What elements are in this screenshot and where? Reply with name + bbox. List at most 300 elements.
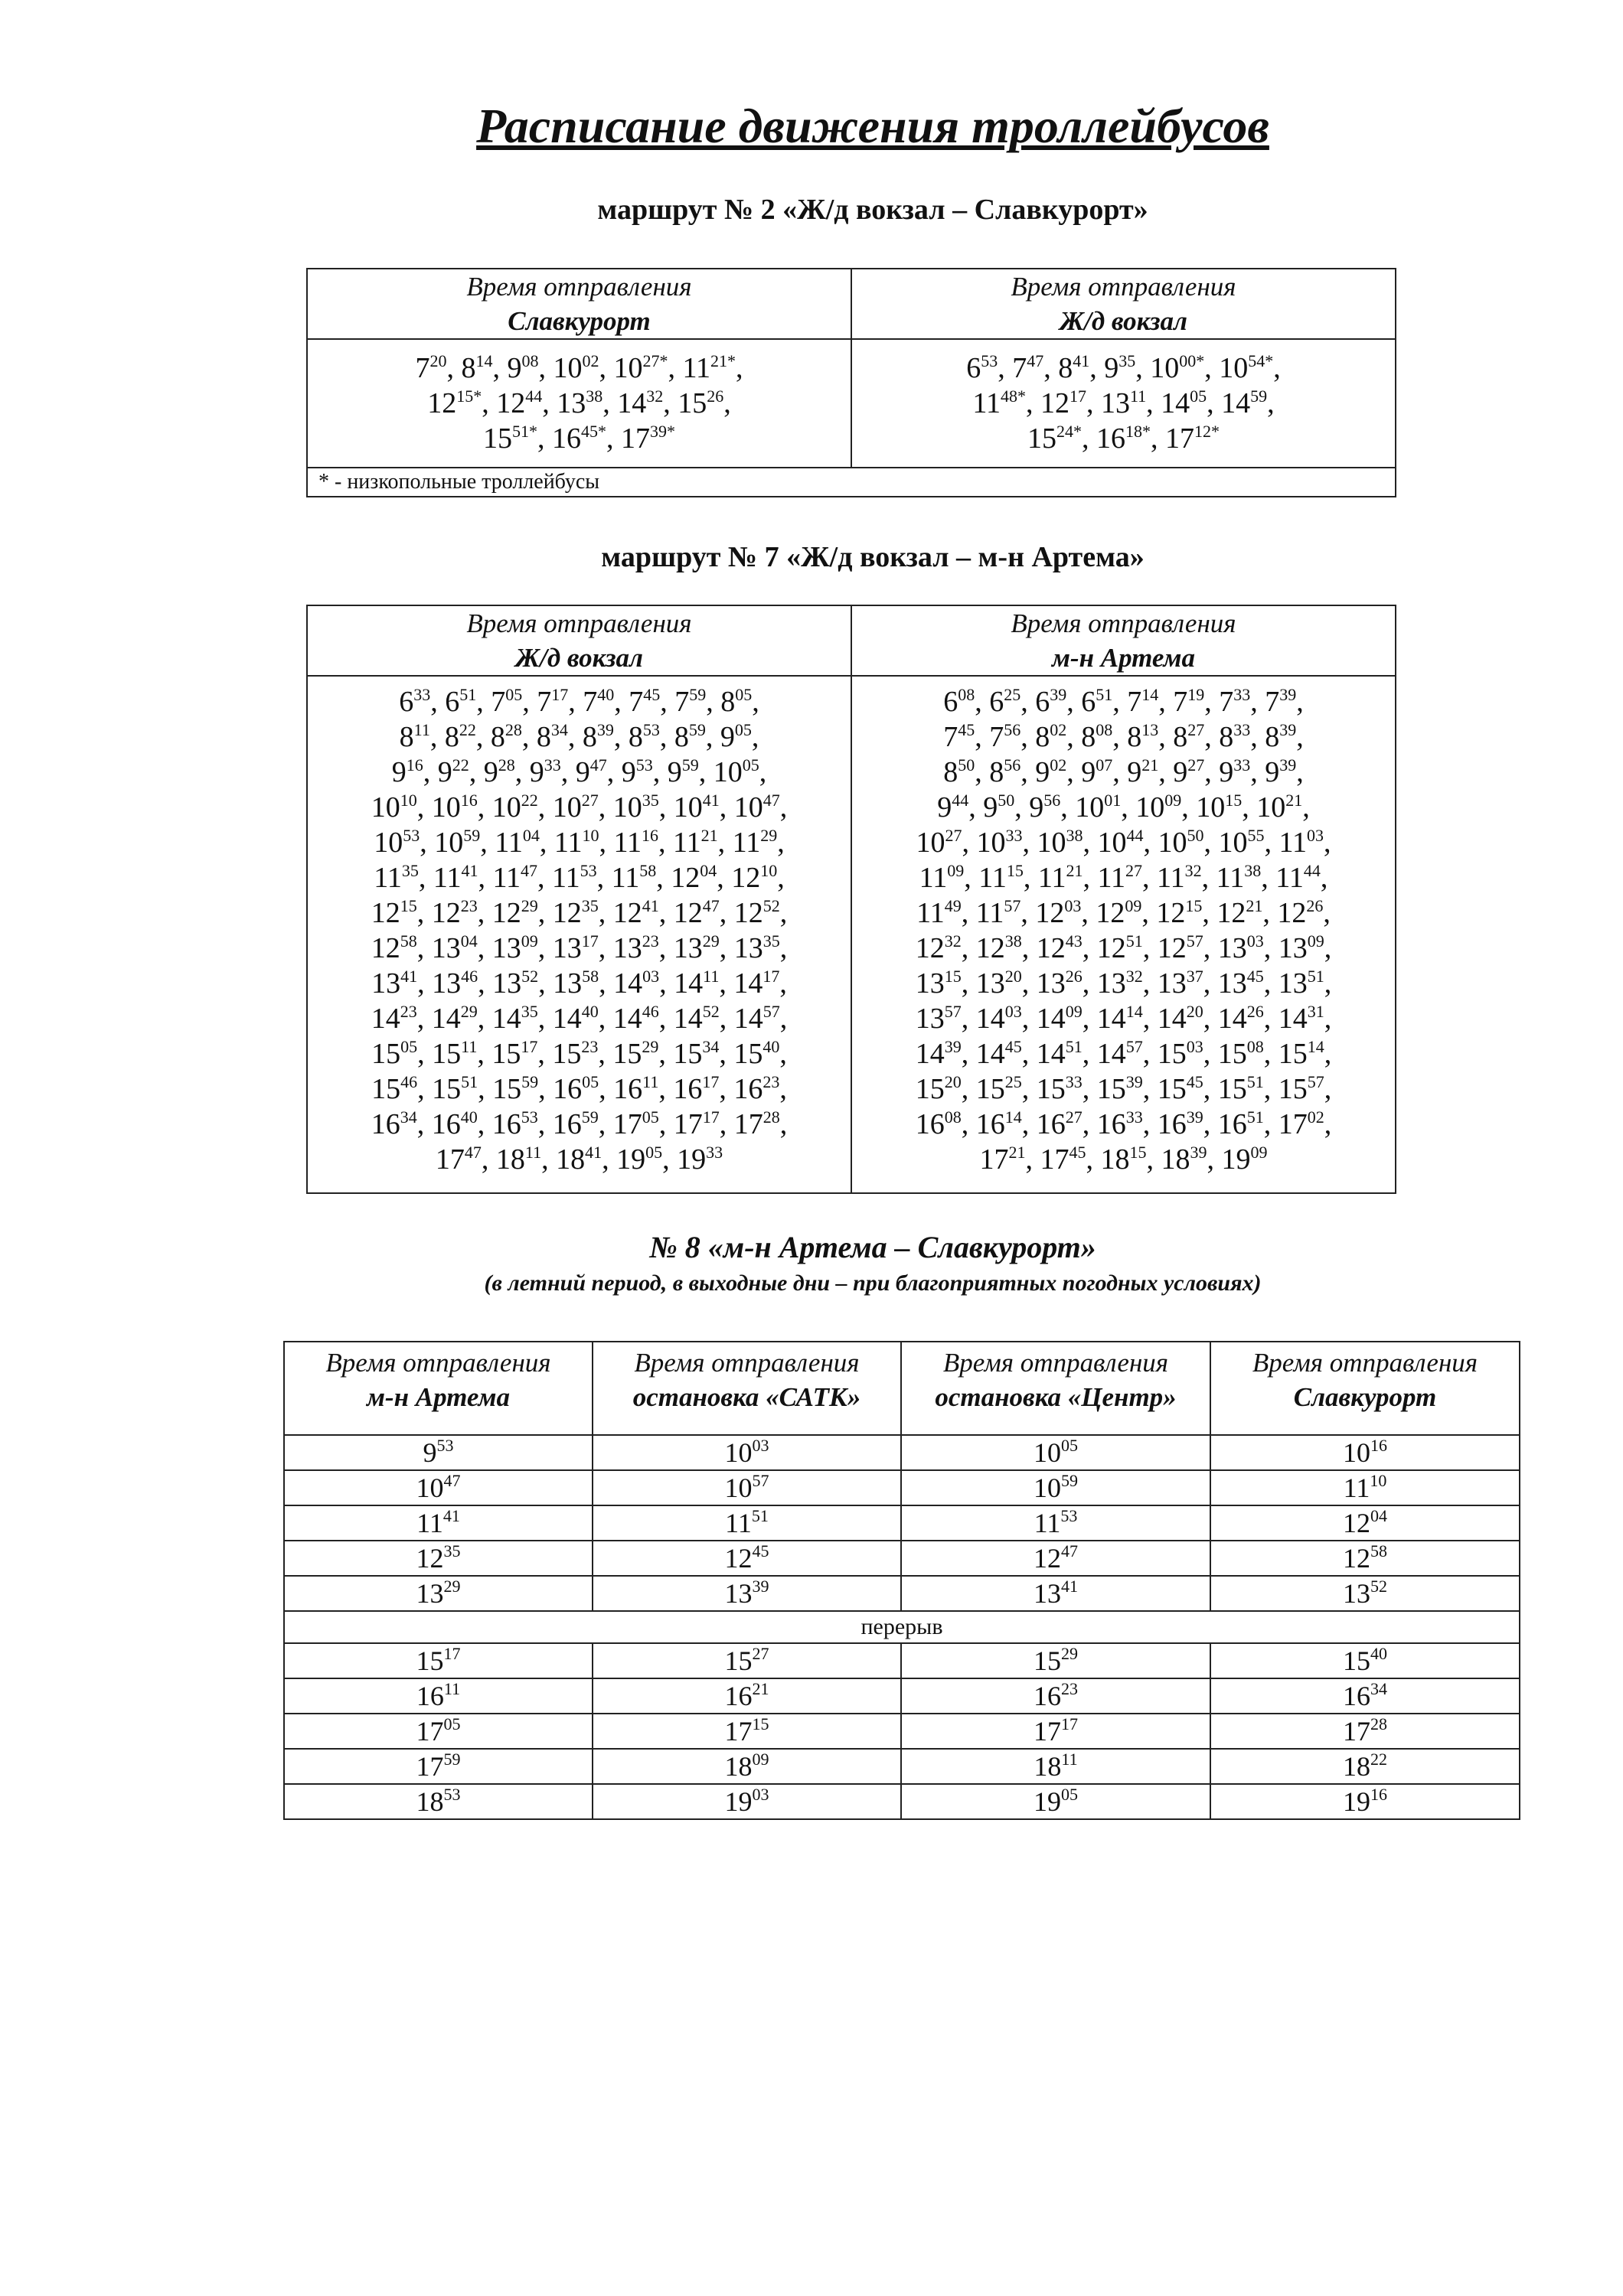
departure-time: $14^{31}$ — [1278, 1002, 1324, 1035]
departure-time: $15^{51}$ — [432, 1072, 478, 1105]
time-cell — [901, 1470, 1210, 1505]
departure-time: $11^{10}$ — [554, 826, 599, 859]
departure-time: $7^{56}$ — [989, 720, 1021, 753]
departure-time: $13^{46}$ — [432, 967, 478, 1000]
route2-times-vokzal: $6^{53}$, $7^{47}$, $8^{41}$, $9^{35}$, $10^{00*}$, $10^{54*}$, $11^{48*}$, $12^{17}$, $13^{11}$, $14^{05}$, $14^{59}$, $15^{24*}$, $16^{18*}$, $17^{12*}$ — [851, 339, 1396, 468]
departure-time: $15^{29}$ — [612, 1037, 659, 1070]
departure-time: $15^{03}$ — [1157, 1037, 1203, 1070]
departure-time: $11^{09}$ — [919, 861, 965, 894]
departure-time: $9^{07}$ — [1081, 755, 1113, 788]
departure-time: $9^{35}$ — [1104, 351, 1136, 384]
departure-time: $12^{51}$ — [1096, 931, 1143, 964]
departure-time: $19^{05}$ — [616, 1143, 663, 1176]
route8-header-1 — [284, 1342, 593, 1435]
departure-time: $9^{28}$ — [483, 755, 515, 788]
departure-time: $14^{39}$ — [915, 1037, 962, 1070]
time-cell — [593, 1643, 901, 1678]
departure-time: $14^{40}$ — [552, 1002, 599, 1035]
departure-time: $15^{08}$ — [1217, 1037, 1264, 1070]
departure-time: $8^{53}$ — [628, 720, 660, 753]
time-cell — [1210, 1505, 1520, 1541]
route7-stop-vokzal: Ж/д вокзал — [514, 643, 644, 673]
departure-time: $15^{17}$ — [416, 1644, 461, 1676]
departure-time: $18^{11}$ — [495, 1143, 542, 1176]
departure-time: $14^{14}$ — [1096, 1002, 1143, 1035]
page-title: Расписание движения троллейбусов — [476, 99, 1269, 153]
route8-header-stop: остановка «САТК» — [632, 1382, 861, 1412]
departure-time: $7^{05}$ — [491, 685, 523, 718]
departure-time: $15^{40}$ — [733, 1037, 780, 1070]
departure-time: $15^{40}$ — [1343, 1644, 1387, 1676]
departure-time: $19^{33}$ — [677, 1143, 723, 1176]
departure-time: $10^{27}$ — [552, 791, 599, 823]
route8-header-label: Время отправления — [1252, 1348, 1478, 1378]
departure-time: $15^{51}$ — [1217, 1072, 1264, 1105]
departure-time: $10^{00*}$ — [1150, 351, 1205, 384]
departure-time: $14^{26}$ — [1217, 1002, 1264, 1035]
departure-time: $8^{02}$ — [1035, 720, 1067, 753]
departure-time: $8^{27}$ — [1173, 720, 1205, 753]
departure-time: $9^{39}$ — [1265, 755, 1297, 788]
departure-time: $15^{11}$ — [432, 1037, 478, 1070]
departure-time: $11^{41}$ — [416, 1506, 460, 1538]
table-row — [284, 1714, 1520, 1749]
departure-time: $13^{29}$ — [416, 1577, 461, 1609]
departure-time: $10^{41}$ — [673, 791, 720, 823]
departure-time: $19^{03}$ — [724, 1785, 769, 1817]
departure-time: $15^{33}$ — [1036, 1072, 1083, 1105]
time-cell — [1210, 1784, 1520, 1819]
table-row — [284, 1643, 1520, 1678]
departure-time: $16^{14}$ — [975, 1107, 1022, 1140]
departure-time: $13^{04}$ — [431, 931, 478, 964]
departure-time: $12^{32}$ — [915, 931, 962, 964]
time-cell — [284, 1714, 593, 1749]
departure-time: $12^{38}$ — [975, 931, 1022, 964]
departure-time: $16^{40}$ — [431, 1107, 478, 1140]
departure-time: $10^{33}$ — [976, 826, 1023, 859]
departure-time: $6^{33}$ — [399, 685, 431, 718]
departure-time: $11^{16}$ — [613, 826, 659, 859]
departure-time: $11^{53}$ — [552, 861, 597, 894]
departure-time: $16^{11}$ — [416, 1679, 461, 1711]
break-row: перерыв — [284, 1611, 1520, 1643]
departure-time: $15^{26}$ — [678, 386, 724, 419]
departure-time: $14^{51}$ — [1036, 1037, 1083, 1070]
table-row — [284, 1435, 1520, 1470]
departure-time: $8^{28}$ — [490, 720, 522, 753]
time-cell — [901, 1576, 1210, 1611]
departure-time: $13^{41}$ — [371, 967, 418, 1000]
departure-time: $16^{39}$ — [1157, 1107, 1203, 1140]
time-cell — [593, 1714, 901, 1749]
departure-time: $10^{59}$ — [434, 826, 481, 859]
departure-time: $14^{52}$ — [673, 1002, 720, 1035]
route8-header-stop: остановка «Центр» — [935, 1382, 1177, 1412]
departure-time: $12^{10}$ — [731, 861, 778, 894]
departure-time: $10^{03}$ — [724, 1436, 769, 1468]
time-cell — [1210, 1541, 1520, 1576]
departure-time: $10^{54*}$ — [1219, 351, 1274, 384]
departure-time: $8^{05}$ — [720, 685, 753, 718]
departure-time: $7^{45}$ — [629, 685, 661, 718]
time-cell — [593, 1749, 901, 1784]
departure-time: $12^{15}$ — [371, 896, 417, 929]
time-cell — [284, 1541, 593, 1576]
time-cell — [284, 1505, 593, 1541]
departure-time: $8^{41}$ — [1058, 351, 1090, 384]
departure-time: $8^{11}$ — [399, 720, 430, 753]
departure-time: $13^{15}$ — [915, 967, 962, 1000]
departure-time: $18^{22}$ — [1343, 1750, 1387, 1782]
time-cell — [1210, 1643, 1520, 1678]
departure-time: $10^{27*}$ — [613, 351, 668, 384]
departure-time: $15^{27}$ — [724, 1644, 769, 1676]
departure-time: $17^{17}$ — [673, 1107, 720, 1140]
departure-time: $11^{32}$ — [1157, 861, 1202, 894]
departure-time: $16^{34}$ — [371, 1107, 417, 1140]
departure-time: $15^{25}$ — [975, 1072, 1022, 1105]
departure-time: $13^{58}$ — [553, 967, 599, 1000]
departure-time: $10^{53}$ — [374, 826, 420, 859]
departure-time: $16^{23}$ — [1034, 1679, 1078, 1711]
departure-time: $13^{37}$ — [1157, 967, 1203, 1000]
departure-time: $7^{39}$ — [1265, 685, 1297, 718]
departure-time: $12^{44}$ — [496, 386, 543, 419]
departure-time: $8^{14}$ — [461, 351, 493, 384]
departure-time: $9^{33}$ — [1219, 755, 1251, 788]
time-cell — [1210, 1714, 1520, 1749]
time-cell — [284, 1749, 593, 1784]
departure-time: $17^{45}$ — [1040, 1143, 1086, 1176]
departure-time: $11^{21}$ — [673, 826, 718, 859]
departure-time: $12^{43}$ — [1036, 931, 1083, 964]
table-row — [284, 1505, 1520, 1541]
table-row — [284, 1749, 1520, 1784]
departure-time: $19^{16}$ — [1343, 1785, 1387, 1817]
departure-time: $15^{34}$ — [673, 1037, 720, 1070]
departure-time: $19^{09}$ — [1221, 1143, 1268, 1176]
departure-time: $7^{20}$ — [415, 351, 447, 384]
time-cell — [593, 1505, 901, 1541]
departure-time: $9^{53}$ — [621, 755, 653, 788]
departure-time: $11^{21}$ — [1037, 861, 1083, 894]
route2-header-slavkurort: Время отправления Славкурорт — [307, 269, 851, 339]
departure-time: $17^{21}$ — [979, 1143, 1026, 1176]
departure-time: $14^{09}$ — [1036, 1002, 1083, 1035]
time-cell — [901, 1435, 1210, 1470]
time-cell — [593, 1435, 901, 1470]
route8-header-stop: м-н Артема — [366, 1382, 511, 1412]
departure-time: $16^{17}$ — [673, 1072, 720, 1105]
departure-time: $16^{59}$ — [552, 1107, 599, 1140]
departure-time: $16^{33}$ — [1096, 1107, 1143, 1140]
route2-times-slavkurort: $7^{20}$, $8^{14}$, $9^{08}$, $10^{02}$, $10^{27*}$, $11^{21*}$, $12^{15*}$, $12^{44}$, $13^{38}$, $14^{32}$, $15^{26}$, $15^{51*}$, $16^{45*}$, $17^{39*}$ — [307, 339, 851, 468]
departure-time: $14^{35}$ — [491, 1002, 538, 1035]
time-cell — [593, 1678, 901, 1714]
departure-time: $7^{59}$ — [674, 685, 707, 718]
route7-table — [306, 605, 1396, 1194]
route8-header-label: Время отправления — [942, 1348, 1169, 1378]
route2-stop-vokzal: Ж/д вокзал — [1059, 306, 1188, 336]
departure-time: $9^{33}$ — [529, 755, 561, 788]
departure-time: $12^{57}$ — [1157, 931, 1203, 964]
departure-time: $14^{57}$ — [1096, 1037, 1143, 1070]
departure-time: $10^{38}$ — [1037, 826, 1083, 859]
departure-time: $14^{45}$ — [975, 1037, 1022, 1070]
departure-time: $6^{08}$ — [943, 685, 975, 718]
departure-time: $8^{39}$ — [582, 720, 614, 753]
departure-time: $9^{02}$ — [1035, 755, 1067, 788]
departure-time: $12^{17}$ — [1040, 386, 1086, 419]
departure-time: $10^{09}$ — [1135, 791, 1182, 823]
time-cell — [901, 1505, 1210, 1541]
departure-time: $8^{08}$ — [1081, 720, 1113, 753]
departure-time: $9^{47}$ — [575, 755, 607, 788]
departure-time: $15^{05}$ — [371, 1037, 418, 1070]
departure-time: $11^{44}$ — [1275, 861, 1321, 894]
departure-time: $12^{47}$ — [673, 896, 720, 929]
departure-time: $17^{05}$ — [612, 1107, 659, 1140]
departure-time: $17^{39*}$ — [621, 422, 675, 455]
departure-time: $18^{39}$ — [1161, 1143, 1207, 1176]
time-cell — [284, 1784, 593, 1819]
departure-time: $10^{44}$ — [1097, 826, 1144, 859]
departure-time: $9^{56}$ — [1029, 791, 1061, 823]
route8-header-4 — [1210, 1342, 1520, 1435]
route7-header-vokzal: Время отправления Ж/д вокзал — [307, 605, 851, 676]
table-row — [284, 1470, 1520, 1505]
departure-time: $17^{17}$ — [1034, 1714, 1078, 1746]
departure-time: $14^{59}$ — [1221, 386, 1268, 419]
departure-time: $9^{50}$ — [983, 791, 1015, 823]
departure-time: $12^{04}$ — [1343, 1506, 1387, 1538]
departure-time: $13^{57}$ — [915, 1002, 962, 1035]
time-cell — [901, 1784, 1210, 1819]
departure-time: $15^{17}$ — [491, 1037, 538, 1070]
route2-table — [306, 268, 1396, 497]
departure-time: $16^{05}$ — [553, 1072, 599, 1105]
departure-time: $13^{52}$ — [1343, 1577, 1387, 1609]
departure-time: $10^{22}$ — [491, 791, 538, 823]
departure-time: $14^{29}$ — [431, 1002, 478, 1035]
departure-time: $10^{16}$ — [1343, 1436, 1387, 1468]
route2-stop-slavkurort: Славкурорт — [508, 306, 651, 336]
departure-time: $9^{16}$ — [391, 755, 423, 788]
departure-time: $11^{47}$ — [492, 861, 538, 894]
departure-time: $15^{46}$ — [371, 1072, 418, 1105]
departure-time: $13^{17}$ — [552, 931, 599, 964]
departure-time: $11^{49}$ — [916, 896, 962, 929]
route8-header-label: Время отправления — [634, 1348, 860, 1378]
departure-time: $18^{15}$ — [1100, 1143, 1147, 1176]
departure-time: $10^{16}$ — [431, 791, 478, 823]
time-cell — [901, 1643, 1210, 1678]
departure-time: $10^{02}$ — [553, 351, 599, 384]
departure-time: $18^{11}$ — [1034, 1750, 1078, 1782]
departure-time: $13^{45}$ — [1217, 967, 1264, 1000]
departure-time: $14^{20}$ — [1157, 1002, 1203, 1035]
route2-title: маршрут № 2 «Ж/д вокзал – Славкурорт» — [597, 194, 1148, 226]
route8-header-label: Время отправления — [325, 1348, 551, 1378]
departure-time: $19^{05}$ — [1034, 1785, 1078, 1817]
departure-time: $11^{57}$ — [975, 896, 1021, 929]
departure-time: $9^{05}$ — [720, 720, 752, 753]
departure-time: $6^{53}$ — [966, 351, 998, 384]
departure-time: $6^{51}$ — [1081, 685, 1113, 718]
departure-time: $6^{25}$ — [989, 685, 1021, 718]
departure-time: $13^{09}$ — [491, 931, 538, 964]
time-cell — [284, 1576, 593, 1611]
departure-time: $16^{34}$ — [1343, 1679, 1387, 1711]
departure-time: $11^{58}$ — [611, 861, 657, 894]
departure-time: $13^{29}$ — [673, 931, 720, 964]
departure-time: $14^{57}$ — [733, 1002, 780, 1035]
departure-time: $12^{41}$ — [612, 896, 659, 929]
departure-time: $17^{47}$ — [435, 1143, 482, 1176]
departure-time: $10^{05}$ — [713, 755, 759, 788]
departure-time: $18^{53}$ — [416, 1785, 461, 1817]
departure-time: $15^{29}$ — [1034, 1644, 1078, 1676]
time-cell — [284, 1470, 593, 1505]
departure-time: $10^{57}$ — [724, 1471, 769, 1503]
departure-time: $13^{03}$ — [1217, 931, 1264, 964]
route2-header-vokzal: Время отправления Ж/д вокзал — [851, 269, 1396, 339]
time-cell — [1210, 1576, 1520, 1611]
time-cell — [284, 1435, 593, 1470]
departure-time: $11^{03}$ — [1278, 826, 1324, 859]
departure-time: $17^{28}$ — [733, 1107, 780, 1140]
departure-time: $11^{29}$ — [732, 826, 778, 859]
route8-title: № 8 «м-н Артема – Славкурорт» — [649, 1230, 1096, 1264]
departure-time: $14^{17}$ — [733, 967, 780, 1000]
route7-times-artema: $6^{08}$, $6^{25}$, $6^{39}$, $6^{51}$, $7^{14}$, $7^{19}$, $7^{33}$, $7^{39}$, $7^{45}$, $7^{56}$, $8^{02}$, $8^{08}$, $8^{13}$, $8^{27}$, $8^{33}$, $8^{39}$, $8^{50}$, $8^{56}$, $9^{02}$, $9^{07}$, $9^{21}$, $9^{27}$, $9^{33}$, $9^{39}$, $9^{44}$, $9^{50}$, $9^{56}$, $10^{01}$, $10^{09}$, $10^{15}$, $10^{21}$, $10^{27}$, $10^{33}$, $10^{38}$, $10^{44}$, $10^{50}$, $10^{55}$, $11^{03}$, $11^{09}$, $11^{15}$, $11^{21}$, $11^{27}$, $11^{32}$, $11^{38}$, $11^{44}$, $11^{49}$, $11^{57}$, $12^{03}$, $12^{09}$, $12^{15}$, $12^{21}$, $12^{26}$, $12^{32}$, $12^{38}$, $12^{43}$, $12^{51}$, $12^{57}$, $13^{03}$, $13^{09}$, $13^{15}$, $13^{20}$, $13^{26}$, $13^{32}$, $13^{37}$, $13^{45}$, $13^{51}$, $13^{57}$, $14^{03}$, $14^{09}$, $14^{14}$, $14^{20}$, $14^{26}$, $14^{31}$, $14^{39}$, $14^{45}$, $14^{51}$, $14^{57}$, $15^{03}$, $15^{08}$, $15^{14}$, $15^{20}$, $15^{25}$, $15^{33}$, $15^{39}$, $15^{45}$, $15^{51}$, $15^{57}$, $16^{08}$, $16^{14}$, $16^{27}$, $16^{33}$, $16^{39}$, $16^{51}$, $17^{02}$, $17^{21}$, $17^{45}$, $18^{15}$, $18^{39}$, $19^{09}$ — [851, 676, 1396, 1193]
route7-times-vokzal: $6^{33}$, $6^{51}$, $7^{05}$, $7^{17}$, $7^{40}$, $7^{45}$, $7^{59}$, $8^{05}$, $8^{11}$, $8^{22}$, $8^{28}$, $8^{34}$, $8^{39}$, $8^{53}$, $8^{59}$, $9^{05}$, $9^{16}$, $9^{22}$, $9^{28}$, $9^{33}$, $9^{47}$, $9^{53}$, $9^{59}$, $10^{05}$, $10^{10}$, $10^{16}$, $10^{22}$, $10^{27}$, $10^{35}$, $10^{41}$, $10^{47}$, $10^{53}$, $10^{59}$, $11^{04}$, $11^{10}$, $11^{16}$, $11^{21}$, $11^{29}$, $11^{35}$, $11^{41}$, $11^{47}$, $11^{53}$, $11^{58}$, $12^{04}$, $12^{10}$, $12^{15}$, $12^{23}$, $12^{29}$, $12^{35}$, $12^{41}$, $12^{47}$, $12^{52}$, $12^{58}$, $13^{04}$, $13^{09}$, $13^{17}$, $13^{23}$, $13^{29}$, $13^{35}$, $13^{41}$, $13^{46}$, $13^{52}$, $13^{58}$, $14^{03}$, $14^{11}$, $14^{17}$, $14^{23}$, $14^{29}$, $14^{35}$, $14^{40}$, $14^{46}$, $14^{52}$, $14^{57}$, $15^{05}$, $15^{11}$, $15^{17}$, $15^{23}$, $15^{29}$, $15^{34}$, $15^{40}$, $15^{46}$, $15^{51}$, $15^{59}$, $16^{05}$, $16^{11}$, $16^{17}$, $16^{23}$, $16^{34}$, $16^{40}$, $16^{53}$, $16^{59}$, $17^{05}$, $17^{17}$, $17^{28}$, $17^{47}$, $18^{11}$, $18^{41}$, $19^{05}$, $19^{33}$ — [307, 676, 851, 1193]
departure-time: $12^{47}$ — [1034, 1541, 1078, 1574]
route8-header-2 — [593, 1342, 901, 1435]
departure-time: $12^{35}$ — [416, 1541, 461, 1574]
departure-time: $14^{23}$ — [371, 1002, 417, 1035]
departure-time: $14^{46}$ — [612, 1002, 659, 1035]
departure-time: $16^{45*}$ — [552, 422, 606, 455]
departure-time: $7^{47}$ — [1012, 351, 1044, 384]
departure-time: $11^{21*}$ — [682, 351, 736, 384]
departure-time: $17^{12*}$ — [1165, 422, 1220, 455]
time-cell — [593, 1470, 901, 1505]
route7-title: маршрут № 7 «Ж/д вокзал – м-н Артема» — [601, 541, 1145, 573]
departure-time: $12^{15}$ — [1156, 896, 1203, 929]
departure-time: $9^{21}$ — [1127, 755, 1159, 788]
route7-header-artema: Время отправления м-н Артема — [851, 605, 1396, 676]
departure-time: $10^{35}$ — [612, 791, 659, 823]
departure-time: $14^{32}$ — [617, 386, 664, 419]
time-cell — [593, 1541, 901, 1576]
departure-time: $13^{32}$ — [1096, 967, 1143, 1000]
departure-time: $11^{04}$ — [495, 826, 540, 859]
departure-time: $11^{53}$ — [1034, 1506, 1078, 1538]
departure-time: $10^{27}$ — [916, 826, 962, 859]
departure-time: $14^{03}$ — [975, 1002, 1022, 1035]
route8-header-stop: Славкурорт — [1293, 1382, 1437, 1412]
departure-time: $12^{03}$ — [1035, 896, 1082, 929]
departure-time: $9^{27}$ — [1173, 755, 1205, 788]
departure-time: $11^{15}$ — [978, 861, 1024, 894]
departure-time: $13^{35}$ — [733, 931, 780, 964]
departure-time: $16^{27}$ — [1036, 1107, 1083, 1140]
departure-time: $12^{45}$ — [724, 1541, 769, 1574]
departure-time: $8^{39}$ — [1265, 720, 1297, 753]
departure-time: $8^{50}$ — [943, 755, 975, 788]
departure-time: $17^{02}$ — [1278, 1107, 1324, 1140]
departure-time: $12^{04}$ — [671, 861, 717, 894]
departure-time: $16^{18*}$ — [1096, 422, 1151, 455]
departure-time: $13^{41}$ — [1034, 1577, 1078, 1609]
route8-table — [283, 1341, 1520, 1820]
departure-time: $16^{08}$ — [915, 1107, 962, 1140]
time-cell — [901, 1678, 1210, 1714]
time-cell — [1210, 1749, 1520, 1784]
departure-time: $13^{20}$ — [975, 967, 1022, 1000]
departure-time: $12^{15*}$ — [427, 386, 482, 419]
route8-note: (в летний период, в выходные дни – при благоприятных погодных условиях) — [484, 1270, 1262, 1296]
departure-time: $10^{21}$ — [1256, 791, 1303, 823]
departure-time: $13^{38}$ — [557, 386, 603, 419]
time-cell — [284, 1643, 593, 1678]
time-cell — [593, 1784, 901, 1819]
departure-time: $17^{15}$ — [724, 1714, 769, 1746]
table-row — [284, 1784, 1520, 1819]
departure-time: $14^{05}$ — [1161, 386, 1207, 419]
departure-time: $11^{38}$ — [1216, 861, 1262, 894]
time-cell — [901, 1541, 1210, 1576]
departure-time: $16^{21}$ — [724, 1679, 769, 1711]
departure-time: $15^{23}$ — [552, 1037, 599, 1070]
time-cell — [284, 1678, 593, 1714]
departure-time: $16^{23}$ — [733, 1072, 780, 1105]
departure-time: $7^{33}$ — [1219, 685, 1251, 718]
table-row — [284, 1576, 1520, 1611]
time-cell — [1210, 1435, 1520, 1470]
departure-time: $17^{28}$ — [1343, 1714, 1387, 1746]
departure-time: $10^{15}$ — [1196, 791, 1243, 823]
time-cell — [901, 1749, 1210, 1784]
departure-time: $7^{19}$ — [1173, 685, 1205, 718]
departure-time: $11^{41}$ — [433, 861, 478, 894]
departure-time: $15^{14}$ — [1278, 1037, 1324, 1070]
departure-time: $8^{56}$ — [989, 755, 1021, 788]
departure-time: $10^{47}$ — [733, 791, 780, 823]
departure-time: $15^{20}$ — [915, 1072, 962, 1105]
departure-time: $9^{22}$ — [437, 755, 469, 788]
departure-time: $13^{09}$ — [1278, 931, 1324, 964]
departure-time: $14^{11}$ — [674, 967, 720, 1000]
time-cell — [901, 1714, 1210, 1749]
route7-stop-artema: м-н Артема — [1051, 643, 1196, 673]
departure-time: $16^{51}$ — [1217, 1107, 1264, 1140]
departure-time: $13^{51}$ — [1278, 967, 1324, 1000]
time-cell — [1210, 1470, 1520, 1505]
departure-time: $15^{24*}$ — [1027, 422, 1082, 455]
departure-time: $12^{21}$ — [1216, 896, 1263, 929]
time-cell — [593, 1576, 901, 1611]
departure-time: $11^{27}$ — [1097, 861, 1143, 894]
departure-time: $15^{45}$ — [1157, 1072, 1203, 1105]
departure-time: $11^{48*}$ — [972, 386, 1026, 419]
departure-time: $15^{57}$ — [1278, 1072, 1324, 1105]
departure-time: $15^{59}$ — [492, 1072, 539, 1105]
time-cell — [1210, 1678, 1520, 1714]
departure-time: $12^{58}$ — [1343, 1541, 1387, 1574]
